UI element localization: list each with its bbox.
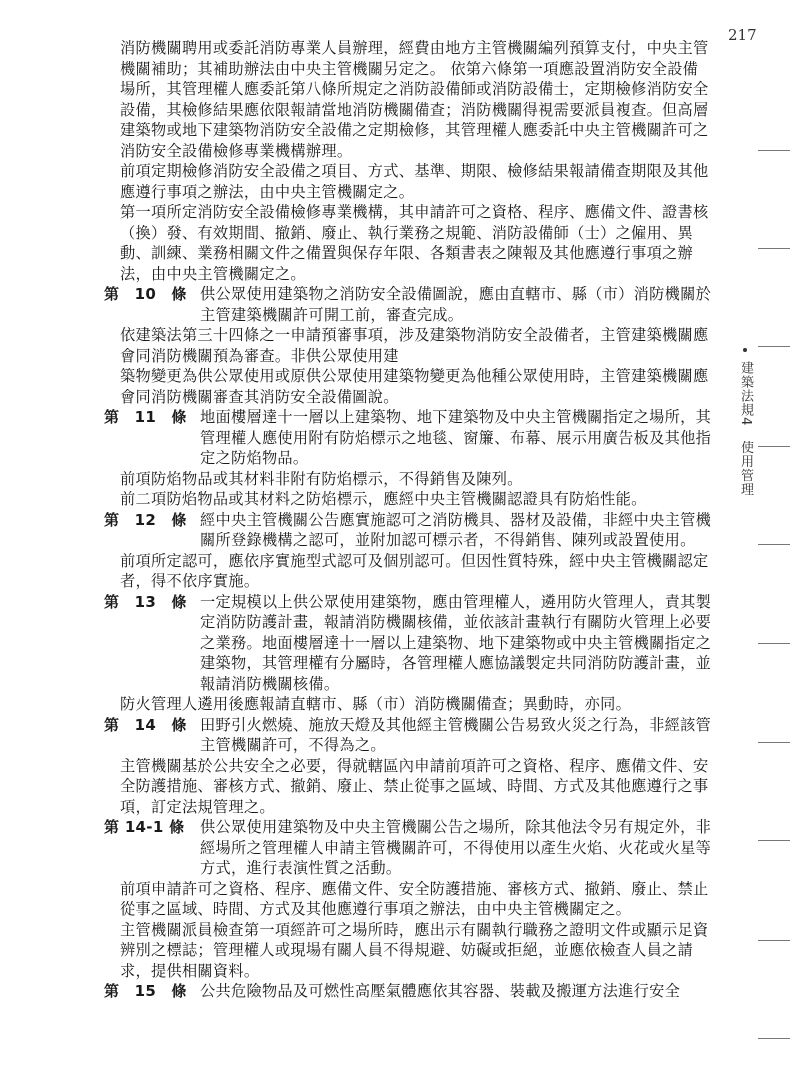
edge-tab-marker bbox=[758, 840, 790, 841]
article-number: 第 11 條 bbox=[104, 408, 187, 426]
edge-tab-marker bbox=[758, 742, 790, 743]
article-number: 第 10 條 bbox=[104, 285, 187, 303]
article-number: 第 15 條 bbox=[104, 982, 187, 1000]
article-text: 田野引火燃燒、施放天燈及其他經主管機關公告易致火災之行為，非經該管主管機關許可，不得為之。 bbox=[200, 715, 712, 754]
article-continuation: 主管機關基於公共安全之必要，得就轄區內申請前項許可之資格、程序、應備文件、安全防護措施、審核方式、撤銷、廢止、禁止從事之區域、時間、方式及其他應遵行之事項，訂定法規管理之。 bbox=[120, 756, 709, 816]
article-14-1 bbox=[104, 817, 712, 879]
article-continuation: 前項申請許可之資格、程序、應備文件、安全防護措施、審核方式、撤銷、廢止、禁止從事之區域、時間、方式及其他應遵行事項之辦法，由中央主管機關定之。 bbox=[120, 879, 709, 918]
paragraph: 第一項所定消防安全設備檢修專業機構，其申請許可之資格、程序、應備文件、證書核（換）發、有效期間、撤銷、廢止、執行業務之規範、消防設備師（士）之僱用、異動、訓練、業務相關文件之備置與保存年限、各類書表之陳報及其他應遵行事項之辦法，由中央主管機關定之。 bbox=[120, 203, 709, 283]
side-section-label bbox=[736, 348, 755, 496]
article-11 bbox=[104, 407, 712, 469]
article-continuation: 依建築法第三十四條之一申請預審事項，涉及建築物消防安全設備者，主管建築機關應會同消防機關預為審查。非供公眾使用建 bbox=[120, 326, 709, 365]
article-number: 第 12 條 bbox=[104, 510, 187, 529]
edge-tab-marker bbox=[758, 1038, 790, 1039]
article-continuation: 主管機關派員檢查第一項經許可之場所時，應出示有關執行職務之證明文件或顯示足資辨別之標誌；管理權人或現場有關人員不得規避、妨礙或拒絕，並應依檢查人員之請求，提供相關資料。 bbox=[120, 920, 709, 980]
edge-tab-marker bbox=[758, 248, 790, 249]
edge-tab-marker bbox=[758, 446, 790, 447]
article-continuation: 前項防焰物品或其材料非附有防焰標示，不得銷售及陳列。 bbox=[120, 469, 523, 488]
article-text: 一定規模以上供公眾使用建築物，應由管理權人，遴用防火管理人，責其製定消防防護計畫，報請消防機關核備，並依該計畫執行有關防火管理上必要之業務。地面樓層達十一層以上建築物、地下建築物或中央主管機關指定之建築物，其管理權有分屬時，各管理權人應協議製定共同消防防護計畫，並報請消防機關核備。 bbox=[200, 592, 712, 693]
article-continuation: 前二項防焰物品或其材料之防焰標示，應經中央主管機關認證具有防焰性能。 bbox=[120, 490, 647, 508]
article-13 bbox=[104, 592, 712, 695]
article-text: 供公眾使用建築物及中央主管機關公告之場所，除其他法令另有規定外，非經場所之管理權人申請主管機關許可，不得使用以產生火焰、火花或火星等方式，進行表演性質之活動。 bbox=[200, 818, 712, 877]
article-number: 第 14 條 bbox=[104, 715, 187, 734]
side-section-text: 建築法規4 使用管理 bbox=[738, 361, 753, 497]
edge-tab-marker bbox=[758, 150, 790, 151]
edge-tab-marker bbox=[758, 544, 790, 545]
article-12 bbox=[104, 510, 712, 551]
edge-tab-marker bbox=[758, 940, 790, 941]
article-continuation: 築物變更為供公眾使用或原供公眾使用建築物變更為他種公眾使用時，主管建築機關應會同消防機關審查其消防安全設備圖說。 bbox=[120, 367, 709, 406]
article-continuation: 前項所定認可，應依序實施型式認可及個別認可。但因性質特殊，經中央主管機關認定者，得不依序實施。 bbox=[120, 551, 709, 590]
article-text: 公共危險物品及可燃性高壓氣體應依其容器、裝載及搬運方法進行安全 bbox=[200, 982, 681, 1000]
article-15 bbox=[104, 981, 712, 1002]
article-text: 經中央主管機關公告應實施認可之消防機具、器材及設備，非經中央主管機關所登錄機構之認可，並附加認可標示者，不得銷售、陳列或設置使用。 bbox=[200, 510, 712, 549]
bullet-dot-icon bbox=[743, 348, 747, 352]
paragraph: 消防機關聘用或委託消防專業人員辦理，經費由地方主管機關編列預算支付，中央主管機關補助；其補助辦法由中央主管機關另定之。 依第六條第一項應設置消防安全設備場所，其管理權人應委託第八條所規定之消防設備師或消防設備士，定期檢修消防安全設備，其檢修結果應依限報請當地消防機關備查；消防機關得視需要派員複查。但高層建築物或地下建築物消防安全設備之定期檢修，其管理權人應委託中央主管機關許可之消防安全設備檢修專業機構辦理。 bbox=[120, 39, 709, 160]
edge-tab-marker bbox=[758, 643, 790, 644]
page-number: 217 bbox=[728, 26, 757, 44]
article-number: 第 14-1 條 bbox=[104, 818, 185, 836]
article-14 bbox=[104, 715, 712, 756]
article-text: 地面樓層達十一層以上建築物、地下建築物及中央主管機關指定之場所，其管理權人應使用附有防焰標示之地毯、窗簾、布幕、展示用廣告板及其他指定之防焰物品。 bbox=[200, 408, 712, 467]
document-body bbox=[104, 38, 712, 1002]
article-continuation: 防火管理人遴用後應報請直轄市、縣（市）消防機關備查；異動時，亦同。 bbox=[120, 695, 632, 713]
paragraph: 前項定期檢修消防安全設備之項目、方式、基準、期限、檢修結果報請備查期限及其他應遵行事項之辦法，由中央主管機關定之。 bbox=[120, 162, 709, 201]
article-text: 供公眾使用建築物之消防安全設備圖說，應由直轄市、縣（市）消防機關於主管建築機關許可開工前，審查完成。 bbox=[200, 285, 712, 324]
article-10 bbox=[104, 284, 712, 325]
edge-tab-marker bbox=[758, 346, 790, 347]
article-number: 第 13 條 bbox=[104, 592, 187, 611]
